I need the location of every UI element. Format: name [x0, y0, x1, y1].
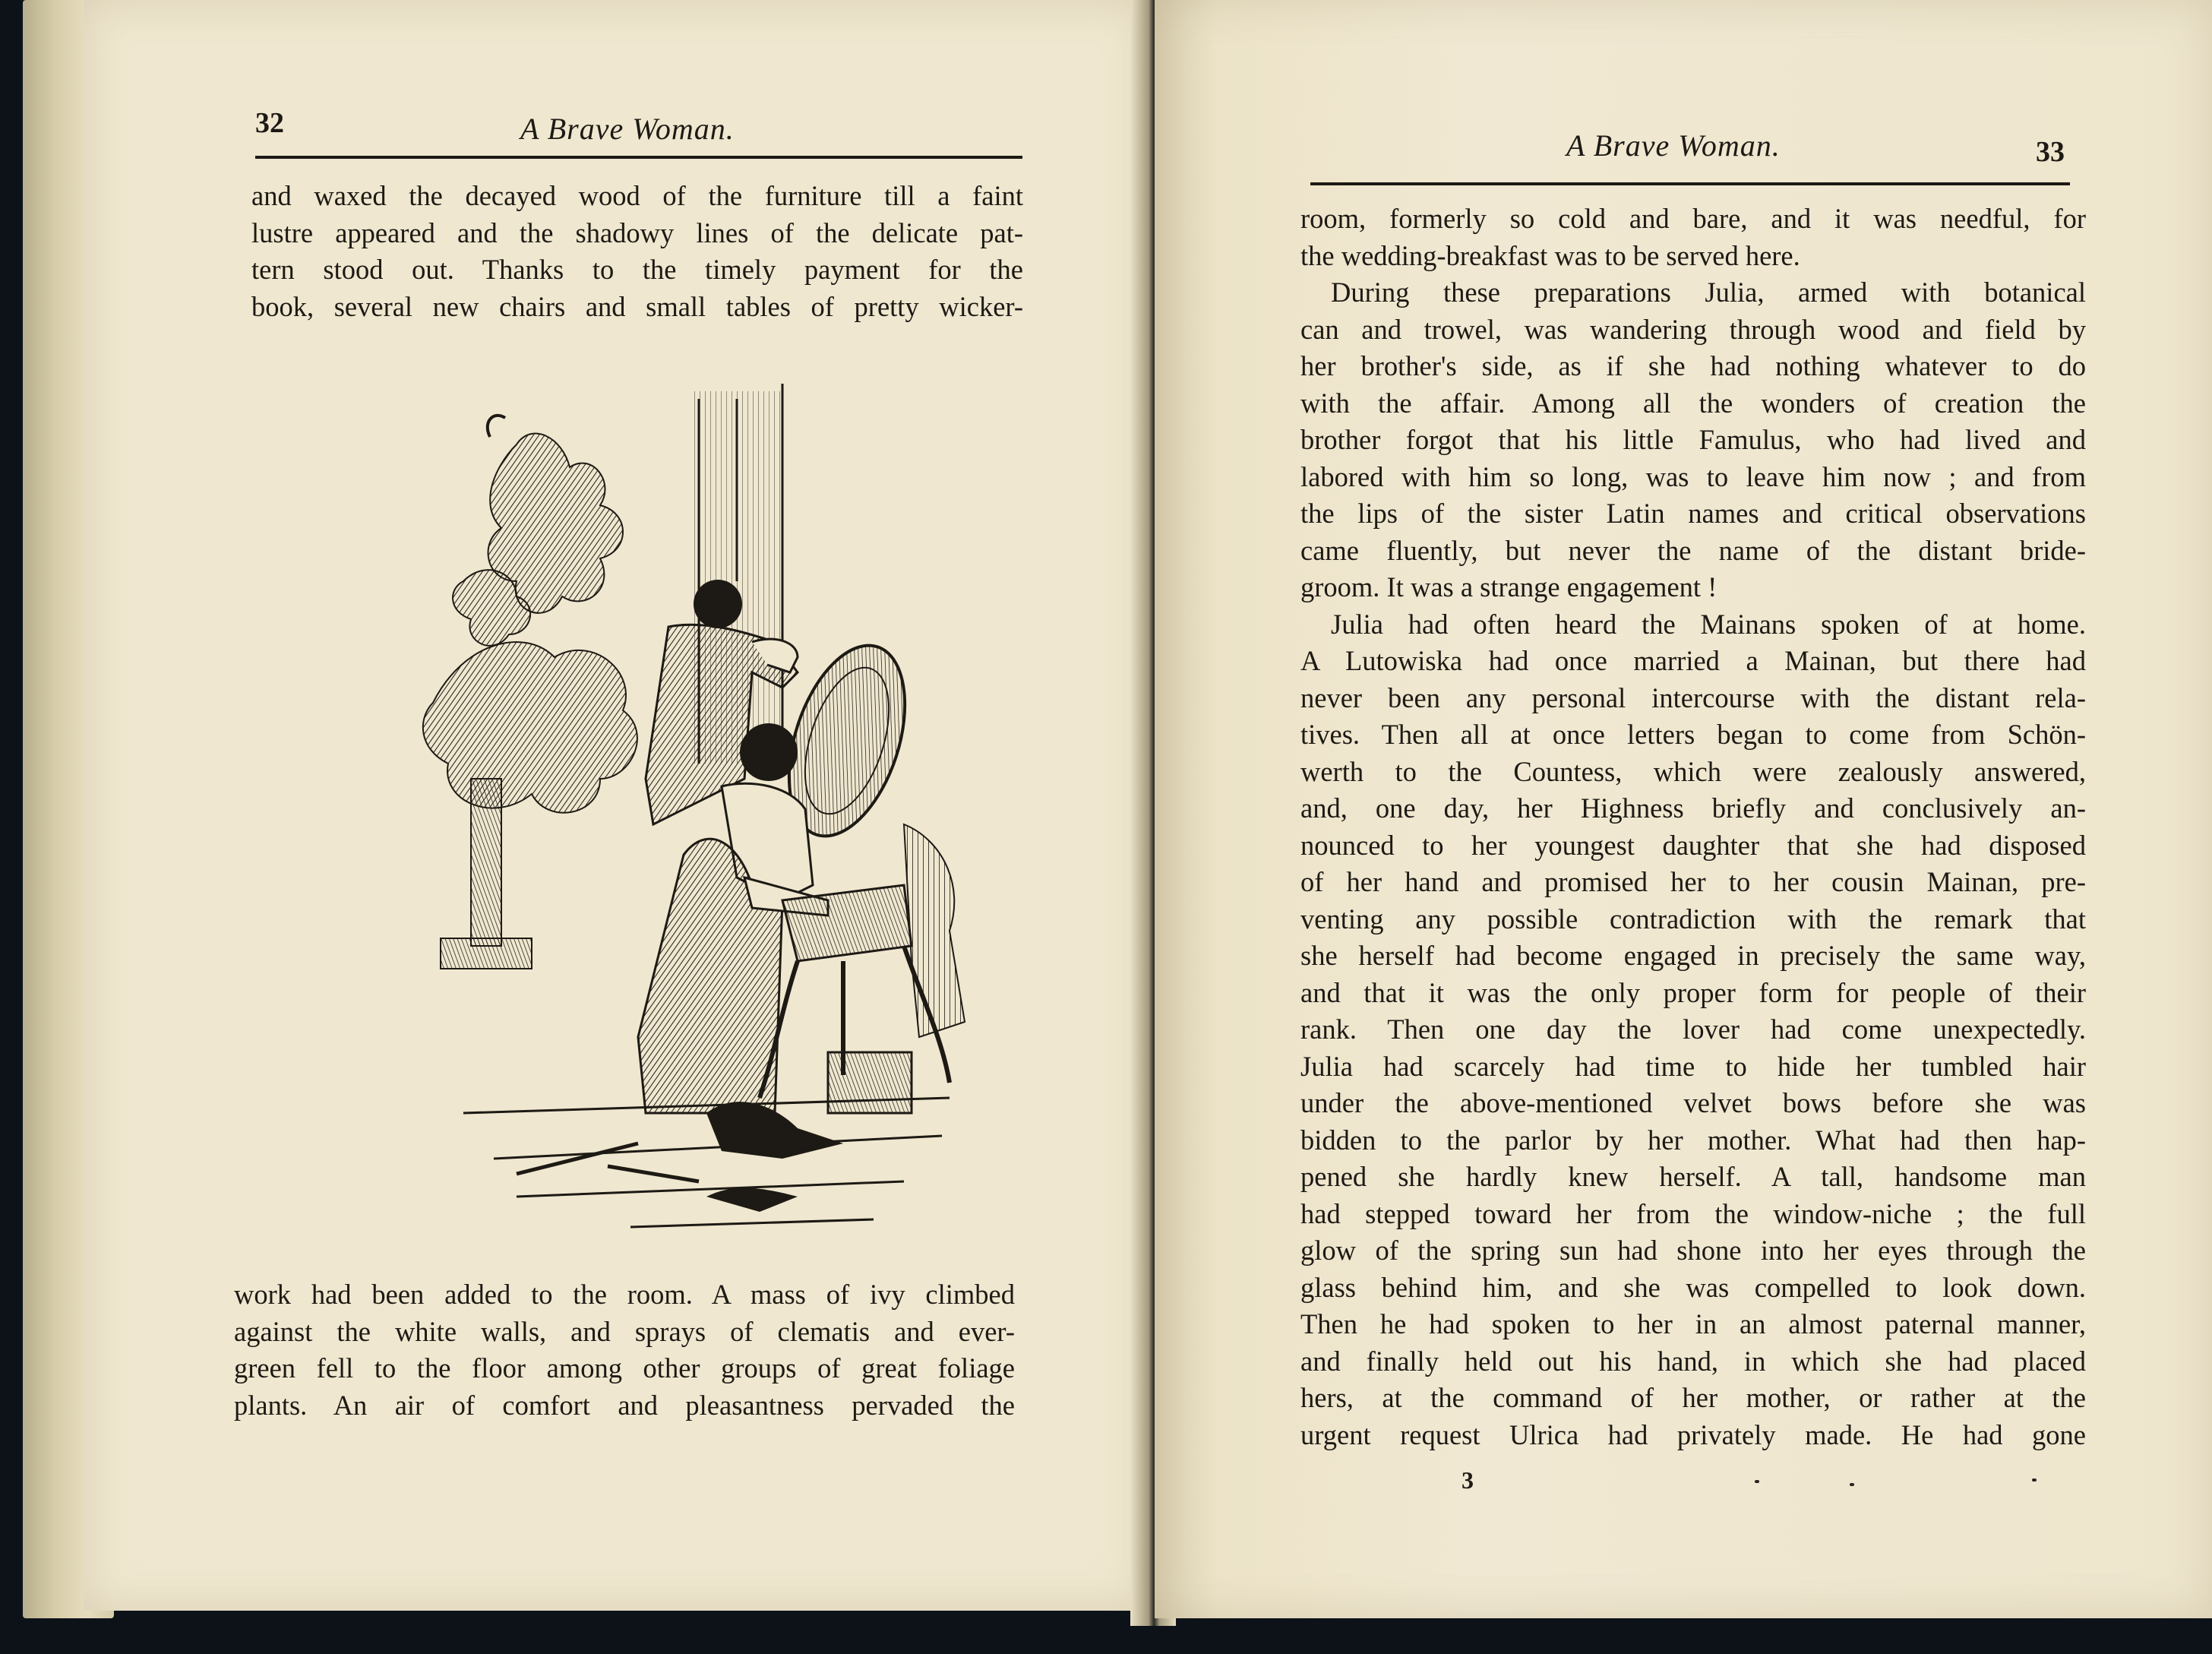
running-head-left: A Brave Woman. [520, 112, 735, 146]
text-line: During these preparations Julia, armed with botanical [1331, 277, 2086, 308]
text-line: she herself had become engaged in precisely the same way, [1300, 940, 2086, 971]
text-line: room, formerly so cold and bare, and it was needful, for [1300, 203, 2086, 234]
text-line: can and trowel, was wandering through wood and field by [1300, 313, 2086, 345]
text-line: her brother's side, as if she had nothing whatever to do [1300, 350, 2086, 381]
text-line: bidden to the parlor by her mother. What had then hap- [1300, 1124, 2086, 1156]
text-line: groom. It was a strange engagement ! [1300, 571, 1717, 602]
text-line: hers, at the command of her mother, or rather at the [1300, 1382, 2086, 1413]
text-line: lustre appeared and the shadowy lines of the delicate pat- [251, 217, 1023, 248]
running-head-right: A Brave Woman. [1566, 128, 1781, 163]
text-line: came fluently, but never the name of the distant bride- [1300, 534, 2086, 566]
text-line: tern stood out. Thanks to the timely payment for the [251, 254, 1023, 285]
text-line: Julia had often heard the Mainans spoken of at home. [1331, 608, 2086, 640]
right-page [1155, 0, 2212, 1618]
text-line: rank. Then one day the lover had come unexpectedly. [1300, 1014, 2086, 1045]
print-speck [1850, 1483, 1854, 1486]
print-speck [2032, 1478, 2037, 1482]
text-line: Julia had scarcely had time to hide her tumbled hair [1300, 1050, 2086, 1082]
text-line: had stepped toward her from the window-niche ; the full [1300, 1197, 2086, 1229]
right-text-column [1300, 201, 2086, 1453]
left-top-paragraph [251, 178, 1023, 325]
text-line: nounced to her youngest daughter that she had disposed [1300, 829, 2086, 861]
text-line: under the above-mentioned velvet bows before she was [1300, 1087, 2086, 1118]
text-line: glow of the spring sun had shone into her eyes through the [1300, 1235, 2086, 1266]
page-number-right: 33 [2036, 136, 2065, 168]
header-rule-right [1310, 182, 2070, 185]
text-line: plants. An air of comfort and pleasantness pervaded the [234, 1389, 1015, 1421]
text-line: labored with him so long, was to leave him now ; and from [1300, 460, 2086, 492]
text-line: book, several new chairs and small tables of pretty wicker- [251, 290, 1023, 322]
text-line: urgent request Ulrica had privately made. He had gone [1300, 1418, 2086, 1450]
text-line: and finally held out his hand, in which she had placed [1300, 1345, 2086, 1377]
engraving-illustration [418, 353, 1010, 1250]
text-line: never been any personal intercourse with the distant rela- [1300, 682, 2086, 713]
text-line: A Lutowiska had once married a Mainan, but there had [1300, 645, 2086, 676]
text-line: tives. Then all at once letters began to come from Schön- [1300, 719, 2086, 750]
text-line: green fell to the floor among other groups of great foliage [234, 1352, 1015, 1384]
header-rule-left [255, 156, 1022, 159]
text-line: with the affair. Among all the wonders of creation the [1300, 387, 2086, 419]
text-line: venting any possible contradiction with the remark that [1300, 903, 2086, 935]
text-line: werth to the Countess, which were zealously answered, [1300, 755, 2086, 787]
text-line: and waxed the decayed wood of the furniture till a faint [251, 180, 1023, 211]
text-line: brother forgot that his little Famulus, who had lived and [1300, 424, 2086, 455]
text-line: work had been added to the room. A mass of ivy climbed [234, 1279, 1015, 1310]
text-line: of her hand and promised her to her cousin Mainan, pre- [1300, 866, 2086, 897]
text-line: and, one day, her Highness briefly and conclusively an- [1300, 792, 2086, 824]
text-line: the lips of the sister Latin names and critical observations [1300, 498, 2086, 529]
signature-mark: 3 [1462, 1466, 1474, 1494]
text-line: Then he had spoken to her in an almost paternal manner, [1300, 1308, 2086, 1339]
text-line: glass behind him, and she was compelled to look down. [1300, 1271, 2086, 1303]
text-line: the wedding-breakfast was to be served here. [1300, 239, 1800, 271]
text-line: and that it was the only proper form for people of their [1300, 976, 2086, 1008]
print-speck [1755, 1480, 1759, 1483]
left-bottom-paragraph [234, 1276, 1015, 1424]
left-page [84, 0, 1147, 1611]
page-number-left: 32 [255, 107, 284, 139]
text-line: pened she hardly knew herself. A tall, handsome man [1300, 1161, 2086, 1192]
text-line: against the white walls, and sprays of clematis and ever- [234, 1315, 1015, 1347]
